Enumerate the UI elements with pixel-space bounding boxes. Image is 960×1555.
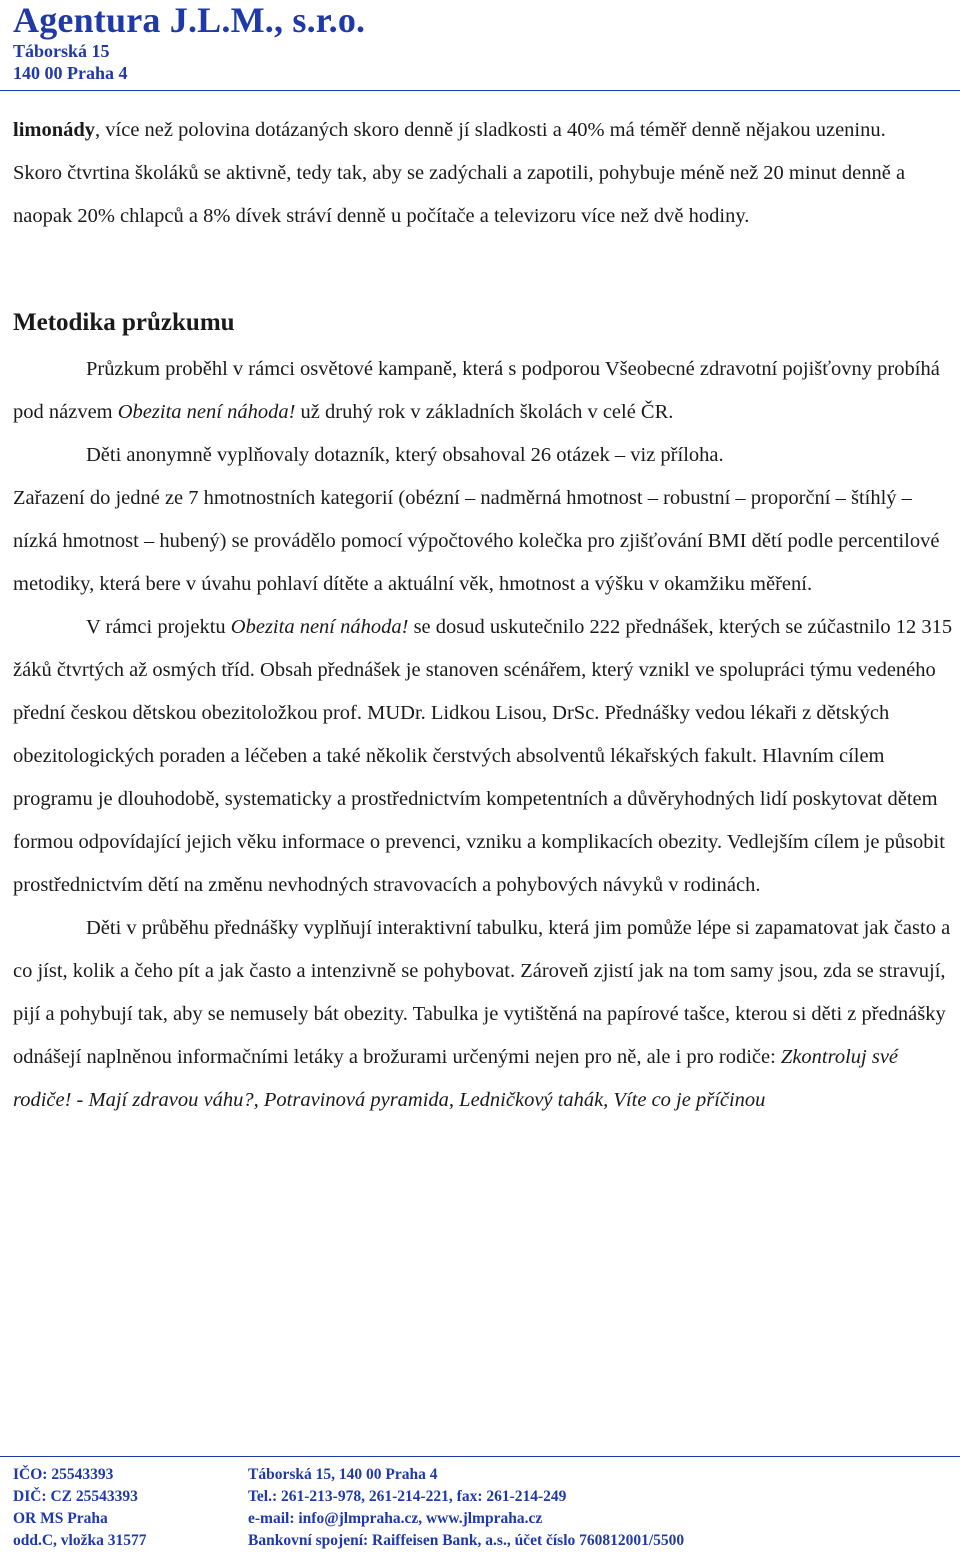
footer-row [13,1486,953,1508]
footer-dic: DIČ: CZ 25543393 [13,1488,138,1505]
header-divider [0,90,960,91]
paragraph-6-text-b: se dosud uskutečnilo 222 přednášek, kterých se zúčastnilo 12 315 žáků čtvrtých až osmých tříd. Obsah přednášek je stanoven scénářem, který vznikl ve spolupráci týmu vedeného přední českou dětskou obezitoložkou prof. MUDr. Lidkou Lisou, DrSc. Přednášky vedou lékaři z dětských obezitologických poraden a léčeben a také několik čerstvých absolventů lékařských fakult. Hlavním cílem programu je dlouhodobě, systematicky a prostřednictvím kompetentních a důvěryhodných lidí poskytovat dětem formou odpovídající jejich věku informace o prevenci, vzniku a komplikacích obezity. Vedlejším cílem je působit prostřednictvím dětí na změnu nevhodných stravovacích a pohybových návyků v rodinách. [13,616,953,896]
paragraph-3-text-b: už druhý rok v základních školách v celé ČR. [295,401,674,423]
paragraph-6 [13,606,953,907]
letterhead [13,0,365,84]
footer-row [13,1530,953,1552]
footer-row [13,1508,953,1530]
footer-address: Táborská 15, 140 00 Praha 4 [248,1466,438,1483]
document-body [13,109,953,1122]
section-heading: Metodika průzkumu [13,309,235,336]
footer-email: e-mail: info@jlmpraha.cz, www.jlmpraha.cz [248,1510,543,1527]
paragraph-1-bold: limonády [13,119,96,141]
paragraph-7 [13,907,953,1122]
footer-divider [0,1456,960,1457]
footer-ico: IČO: 25543393 [13,1466,114,1483]
footer-register: OR MS Praha [13,1510,108,1527]
paragraph-3 [13,348,953,434]
company-street: Táborská 15 [13,41,110,61]
footer-register-section: odd.C, vložka 31577 [13,1532,147,1549]
paragraph-3-text-a: Průzkum proběhl v rámci osvětové kampaně, která s podporou Všeobecné zdravotní pojišťovny probíhá pod názvem [13,358,940,423]
footer-bank: Bankovní spojení: Raiffeisen Bank, a.s., účet číslo 760812001/5500 [248,1532,685,1549]
paragraph-6-text-a: V rámci projektu [86,616,231,638]
paragraph-1-text: , více než polovina dotázaných skoro denně jí sladkosti a 40% má téměř denně nějakou uzeninu. [95,119,886,141]
paragraph-7-text-a: Děti v průběhu přednášky vyplňují interaktivní tabulku, která jim pomůže lépe si zapamatovat jak často a co jíst, kolik a čeho pít a jak často a intenzivně se pohybovat. Zároveň zjistí jak na tom samy jsou, zda se stravují, pijí a pohybují tak, aby se nemusely bát obezity. Tabulka je vytištěná na papírové tašce, kterou si děti z přednášky odnášejí naplněnou informačními letáky a brožurami určenými nejen pro ně, ale i pro rodiče: [13,917,951,1068]
campaign-name: Obezita není náhoda! [117,401,296,423]
paragraph-5: Zařazení do jedné ze 7 hmotnostních kategorií (obézní – nadměrná hmotnost – robustní – proporční – štíhlý – nízká hmotnost – hubený) se provádělo pomocí výpočtového kolečka pro zjišťování BMI dětí podle percentilové metodiky, která bere v úvahu pohlaví dítěte a aktuální věk, hmotnost a výšku v okamžiku měření. [13,487,940,595]
company-name: Agentura J.L.M., s.r.o. [13,0,366,40]
paragraph-2: Skoro čtvrtina školáků se aktivně, tedy tak, aby se zadýchali a zapotili, pohybuje méně než 20 minut denně a naopak 20% chlapců a 8% dívek stráví denně u počítače a televizoru více než dvě hodiny. [13,162,906,227]
paragraph-1 [13,109,953,152]
brochure-titles: Zkontroluj své rodiče! - Mají zdravou váhu?, Potravinová pyramida, Ledničkový tahák, Víte co je příčinou [13,1046,899,1111]
paragraph-4: Děti anonymně vyplňovaly dotazník, který obsahoval 26 otázek – viz příloha. [86,444,724,466]
company-city: 140 00 Praha 4 [13,63,128,83]
footer-row [13,1464,953,1486]
footer-phone: Tel.: 261-213-978, 261-214-221, fax: 261-214-249 [248,1488,567,1505]
footer [13,1464,953,1552]
project-name: Obezita není náhoda! [230,616,409,638]
